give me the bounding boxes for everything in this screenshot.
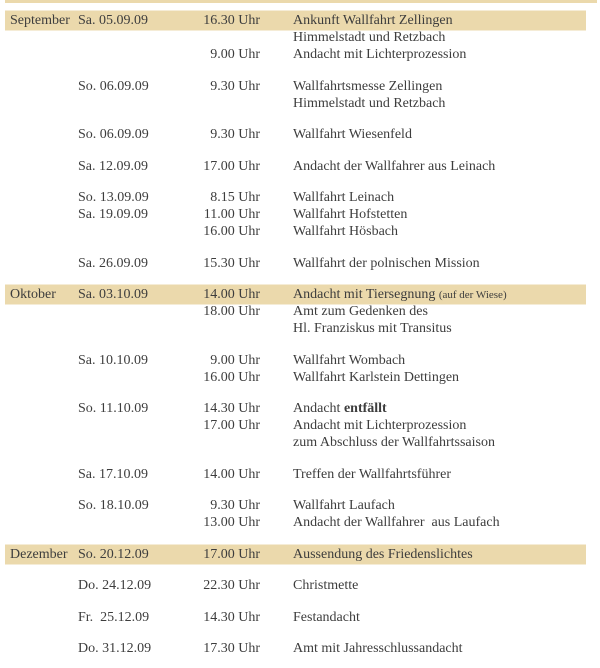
schedule-row [5, 206, 586, 223]
event-text: Ankunft Wallfahrt Zellingen [293, 13, 453, 28]
time-cell: 9.00 Uhr [210, 352, 260, 368]
time-cell: 18.00 Uhr [203, 304, 260, 319]
schedule-row [5, 223, 586, 240]
event-cell [293, 78, 442, 95]
time-cell: 22.30 Uhr [203, 578, 260, 593]
schedule-row-month-header [5, 12, 586, 29]
event-text: Aussendung des Friedenslichtes [293, 546, 473, 562]
schedule-row [5, 640, 586, 657]
time-cell: 9.30 Uhr [210, 127, 260, 142]
event-text: Andacht der Wallfahrer aus Laufach [293, 515, 500, 530]
event-cell [293, 286, 507, 304]
date-cell: Sa. 03.10.09 [78, 287, 148, 302]
event-cell [293, 369, 459, 386]
event-text: Amt zum Gedenken des [293, 304, 428, 319]
event-cell [293, 577, 358, 594]
event-cell [293, 158, 495, 175]
event-text: Wallfahrt Wombach [293, 352, 406, 368]
event-text: Andacht [293, 401, 344, 416]
top-edge-highlight-strip [5, 0, 597, 3]
event-text: Christmette [293, 578, 359, 593]
event-cell [293, 12, 453, 29]
event-cell [293, 640, 463, 657]
event-cell [293, 206, 407, 223]
event-text: Himmelstadt und Retzbach [293, 30, 446, 45]
event-cell [293, 303, 428, 320]
event-text: Wallfahrt der polnischen Mission [293, 255, 480, 271]
schedule-row [5, 46, 586, 63]
schedule-row [5, 497, 586, 514]
event-text: zum Abschluss der Wallfahrtssaison [293, 435, 495, 450]
time-cell: 17.30 Uhr [203, 641, 260, 656]
schedule-row [5, 320, 586, 337]
event-text: Wallfahrt Hofstetten [293, 207, 408, 222]
schedule-row [5, 255, 586, 272]
event-cell [293, 497, 395, 514]
event-text: Wallfahrt Leinach [293, 190, 395, 205]
time-cell: 17.00 Uhr [203, 546, 260, 562]
schedule-row [5, 514, 586, 531]
schedule-row [5, 126, 586, 143]
event-cell [293, 352, 405, 369]
time-cell: 8.15 Uhr [210, 190, 260, 205]
event-cell [293, 189, 394, 206]
schedule-row [5, 369, 586, 386]
event-text: Himmelstadt und Retzbach [293, 95, 446, 111]
event-text: Wallfahrt Wiesenfeld [293, 127, 412, 142]
event-cell [293, 46, 466, 63]
date-cell: Sa. 26.09.09 [78, 255, 148, 271]
time-cell: 17.00 Uhr [203, 158, 260, 174]
schedule-row [5, 577, 586, 594]
event-text: Treffen der Wallfahrtsführer [293, 466, 452, 482]
event-cell [293, 126, 412, 143]
month-cell: Oktober [10, 287, 56, 302]
date-cell: So. 18.10.09 [78, 498, 149, 513]
date-cell: So. 06.09.09 [78, 127, 149, 142]
schedule-row [5, 400, 586, 417]
event-text-small: (auf der Wiese) [438, 289, 507, 301]
time-cell: 16.00 Uhr [203, 369, 260, 385]
date-cell: Sa. 05.09.09 [78, 13, 148, 28]
date-cell: So. 13.09.09 [78, 190, 149, 205]
time-cell: 15.30 Uhr [203, 255, 260, 271]
date-cell: So. 11.10.09 [78, 401, 149, 416]
date-cell: Sa. 19.09.09 [78, 207, 148, 222]
event-text: Hl. Franziskus mit Transitus [293, 321, 452, 336]
event-cell [293, 29, 445, 46]
time-cell: 14.30 Uhr [203, 401, 260, 416]
time-cell: 17.00 Uhr [203, 418, 260, 433]
time-cell: 16.30 Uhr [203, 13, 260, 28]
date-cell: Fr. 25.12.09 [78, 609, 150, 625]
schedule-row [5, 189, 586, 206]
date-cell: Do. 31.12.09 [78, 641, 152, 656]
time-cell: 14.30 Uhr [203, 609, 260, 625]
event-text: Andacht mit Lichterprozession [293, 418, 467, 433]
event-text: Andacht der Wallfahrer aus Leinach [293, 158, 496, 174]
schedule-row [5, 609, 586, 626]
time-cell: 14.00 Uhr [203, 287, 260, 302]
event-cell [293, 466, 451, 483]
time-cell: 14.00 Uhr [203, 466, 260, 482]
event-cell [293, 609, 360, 626]
event-text: Wallfahrt Laufach [293, 498, 395, 513]
time-cell: 9.30 Uhr [210, 498, 260, 513]
time-cell: 9.00 Uhr [210, 47, 260, 62]
event-cell [293, 255, 480, 272]
event-text: Andacht mit Tiersegnung [293, 287, 439, 302]
event-cell [293, 434, 495, 451]
schedule-row [5, 95, 586, 112]
event-cell [293, 417, 466, 434]
date-cell: So. 20.12.09 [78, 546, 149, 562]
event-text: Wallfahrtsmesse Zellingen [293, 78, 443, 94]
schedule-row [5, 158, 586, 175]
schedule-row [5, 352, 586, 369]
time-cell: 9.30 Uhr [210, 78, 260, 94]
event-text: Wallfahrt Karlstein Dettingen [293, 369, 460, 385]
time-cell: 11.00 Uhr [203, 207, 260, 222]
event-cell [293, 95, 445, 112]
date-cell: Sa. 10.10.09 [78, 352, 148, 368]
month-cell: September [10, 13, 70, 28]
date-cell: So. 06.09.09 [78, 78, 149, 94]
schedule-row-month-header [5, 286, 586, 303]
date-cell: Sa. 17.10.09 [78, 466, 148, 482]
event-cell [293, 223, 398, 240]
event-cell [293, 400, 387, 417]
event-cell [293, 546, 473, 563]
event-text: Andacht mit Lichterprozession [293, 47, 467, 62]
event-text: Amt mit Jahresschlussandacht [293, 641, 463, 656]
schedule-row [5, 78, 586, 95]
schedule-row [5, 303, 586, 320]
time-cell: 16.00 Uhr [203, 224, 260, 239]
event-text: Wallfahrt Hösbach [293, 224, 398, 239]
date-cell: Sa. 12.09.09 [78, 158, 148, 174]
event-cell [293, 514, 500, 531]
schedule-row-month-header [5, 546, 586, 563]
schedule-row [5, 466, 586, 483]
schedule-row [5, 29, 586, 46]
event-cell [293, 320, 452, 337]
event-text-bold: entfällt [343, 401, 387, 416]
date-cell: Do. 24.12.09 [78, 578, 152, 593]
event-text: Festandacht [293, 609, 360, 625]
schedule-row [5, 417, 586, 434]
schedule-row [5, 434, 586, 451]
month-cell: Dezember [10, 546, 68, 562]
schedule-table [5, 12, 586, 657]
time-cell: 13.00 Uhr [203, 515, 260, 530]
